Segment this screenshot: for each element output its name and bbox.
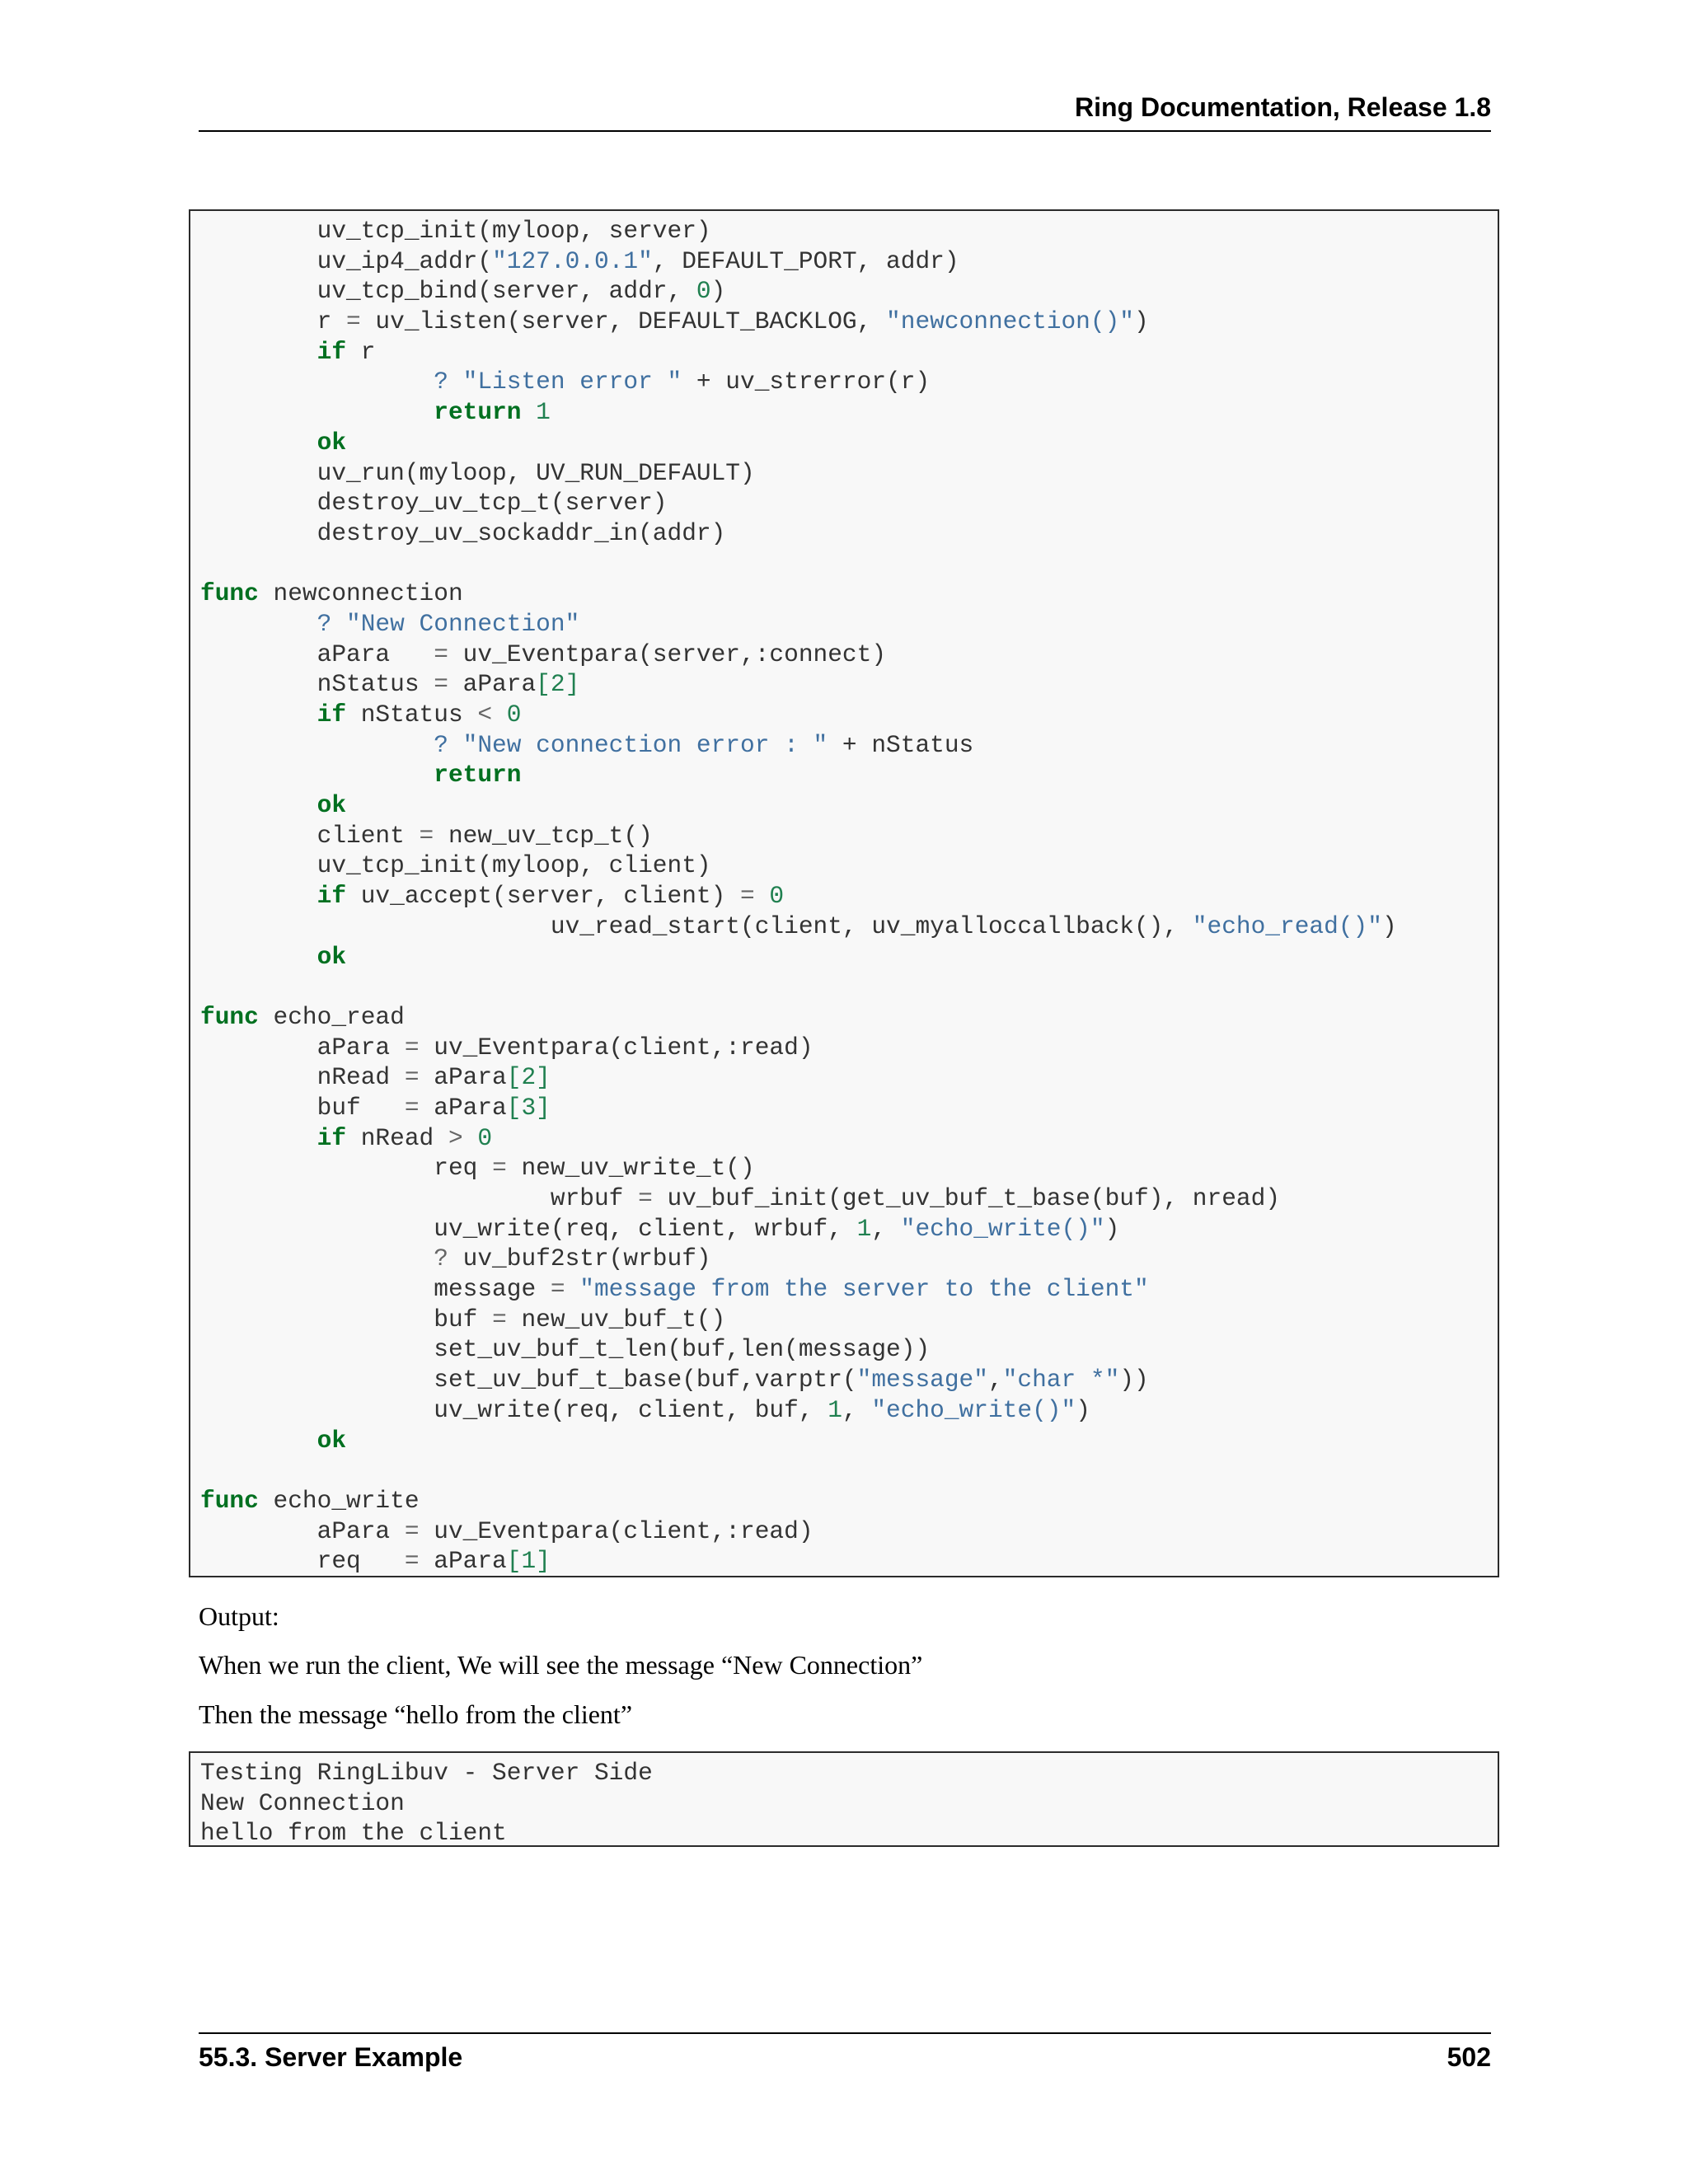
code-token: aPara	[200, 640, 434, 668]
header-divider	[199, 130, 1491, 132]
code-token: 0	[506, 701, 522, 729]
code-token: =	[404, 1033, 420, 1062]
code-token: ? "Listen error "	[434, 368, 682, 396]
output-line: New Connection	[200, 1788, 405, 1817]
code-token: aPara	[419, 1547, 507, 1576]
code-line	[200, 609, 1498, 640]
code-token: wrbuf	[200, 1184, 639, 1212]
code-token: client	[200, 821, 420, 850]
code-token	[200, 731, 434, 759]
code-token: aPara	[200, 1033, 405, 1062]
code-token: ? "New Connection"	[316, 609, 580, 638]
code-line	[200, 942, 1498, 972]
code-token: ,	[987, 1366, 1003, 1394]
code-token: nRead	[346, 1123, 448, 1152]
code-line	[200, 821, 1498, 851]
code-token: =	[346, 307, 361, 336]
code-token: ok	[316, 1426, 347, 1455]
code-token: ? "New connection error : "	[434, 730, 828, 759]
code-token: aPara	[448, 670, 537, 699]
code-token: buf	[200, 1093, 405, 1122]
code-token: r	[200, 307, 347, 336]
code-token: =	[740, 882, 755, 911]
code-token: ok	[316, 942, 347, 971]
code-token: nRead	[200, 1063, 405, 1092]
code-token: =	[434, 670, 448, 699]
code-token: ?	[434, 1244, 448, 1273]
code-token: uv_Eventpara(client,:read)	[419, 1516, 814, 1545]
code-line	[200, 1395, 1498, 1426]
code-token	[200, 882, 317, 910]
code-token	[200, 610, 317, 638]
code-token: + uv_strerror(r)	[682, 368, 931, 396]
code-token: >	[448, 1123, 463, 1152]
footer-divider	[199, 2032, 1491, 2034]
code-token: uv_run(myloop, UV_RUN_DEFAULT)	[200, 458, 755, 487]
code-line	[200, 1244, 1498, 1274]
code-token: uv_write(req, client, buf,	[200, 1395, 828, 1424]
code-token: "newconnection()"	[886, 307, 1134, 336]
code-line	[200, 307, 1498, 337]
code-token: )	[1134, 307, 1149, 336]
code-token: =	[404, 1516, 420, 1545]
code-token: "echo_read()"	[1192, 912, 1382, 940]
code-token	[200, 701, 317, 729]
code-token: uv_listen(server, DEFAULT_BACKLOG,	[360, 307, 887, 336]
code-line	[200, 851, 1498, 881]
code-token: 1	[856, 1214, 872, 1243]
code-line	[200, 1033, 1498, 1063]
code-token: nStatus	[200, 670, 434, 699]
code-token: uv_accept(server, client)	[346, 882, 741, 911]
code-token: uv_tcp_init(myloop, server)	[200, 217, 711, 245]
code-token: 0	[696, 277, 711, 306]
code-token	[200, 1427, 317, 1455]
code-line	[200, 579, 1498, 609]
code-token: 0	[477, 1123, 493, 1152]
code-token: =	[404, 1547, 420, 1576]
code-token: return	[434, 398, 522, 427]
output-label: Output:	[199, 1601, 279, 1631]
code-token	[200, 398, 434, 426]
code-line	[200, 488, 1498, 518]
code-token: if	[316, 701, 347, 729]
code-block	[189, 209, 1499, 1577]
code-token	[200, 791, 317, 819]
code-token: [1]	[506, 1547, 551, 1576]
code-token: return	[434, 761, 522, 790]
output-block	[189, 1751, 1499, 1847]
code-token: func	[200, 579, 259, 608]
code-token: new_uv_write_t()	[506, 1154, 755, 1183]
code-line	[200, 1305, 1498, 1335]
code-token: if	[316, 882, 347, 911]
code-line	[200, 1516, 1498, 1547]
code-token: message	[200, 1275, 551, 1304]
code-token: if	[316, 1123, 347, 1152]
code-token: ok	[316, 791, 347, 820]
code-line	[200, 790, 1498, 821]
code-token: [3]	[506, 1093, 551, 1122]
code-token: echo_write	[258, 1486, 420, 1515]
code-line	[200, 216, 1498, 246]
code-token: 1	[536, 398, 551, 427]
code-line	[200, 1365, 1498, 1395]
code-token: "char *"	[1002, 1366, 1120, 1394]
output-line: Testing RingLibuv - Server Side	[200, 1759, 653, 1787]
code-line	[200, 912, 1498, 942]
code-token: destroy_uv_sockaddr_in(addr)	[200, 518, 726, 547]
code-token	[200, 1244, 434, 1272]
code-token: =	[404, 1063, 420, 1092]
code-line	[200, 1183, 1498, 1214]
code-token: )	[1076, 1395, 1090, 1424]
code-token	[492, 701, 507, 729]
code-line	[200, 1002, 1498, 1033]
code-token	[565, 1275, 580, 1303]
code-line	[200, 730, 1498, 761]
code-line	[200, 549, 1498, 579]
code-token: , DEFAULT_PORT, addr)	[652, 246, 959, 275]
code-token: uv_buf_init(get_uv_buf_t_base(buf), nread)	[652, 1184, 1281, 1212]
output-line: hello from the client	[200, 1819, 507, 1847]
code-token: uv_buf2str(wrbuf)	[448, 1244, 711, 1273]
paragraph-new-connection: When we run the client, We will see the message “New Connection”	[199, 1650, 923, 1680]
code-token: uv_ip4_addr(	[200, 246, 493, 275]
code-token: req	[200, 1547, 405, 1576]
code-token: func	[200, 1486, 259, 1515]
code-token: echo_read	[258, 1002, 405, 1031]
code-token: uv_tcp_init(myloop, client)	[200, 851, 711, 880]
code-token: =	[550, 1275, 565, 1304]
code-token: 0	[769, 882, 785, 911]
code-token: =	[434, 640, 448, 668]
code-line	[200, 367, 1498, 397]
code-line	[200, 1214, 1498, 1244]
code-token: aPara	[200, 1516, 405, 1545]
code-token: =	[492, 1305, 507, 1333]
code-token: r	[346, 337, 376, 366]
code-token: )	[1381, 912, 1397, 940]
code-token: ,	[842, 1395, 872, 1424]
code-token: aPara	[419, 1063, 507, 1092]
code-token: )	[1104, 1214, 1120, 1243]
code-token	[200, 761, 434, 789]
code-line	[200, 760, 1498, 790]
code-token: "message from the server to the client"	[579, 1275, 1149, 1304]
code-line	[200, 700, 1498, 730]
code-token: nStatus	[346, 701, 478, 729]
code-token	[521, 398, 536, 426]
code-token: uv_Eventpara(server,:connect)	[448, 640, 887, 668]
code-token	[200, 429, 317, 457]
code-token: 1	[828, 1395, 842, 1424]
code-line	[200, 1153, 1498, 1183]
code-token: ))	[1119, 1366, 1149, 1394]
code-line	[200, 669, 1498, 700]
code-line	[200, 428, 1498, 458]
code-token	[200, 338, 317, 366]
code-line	[200, 246, 1498, 277]
code-line	[200, 1546, 1498, 1577]
code-token: aPara	[419, 1093, 507, 1122]
code-line	[200, 276, 1498, 307]
code-line	[200, 881, 1498, 912]
code-token: + nStatus	[828, 730, 974, 759]
code-token: func	[200, 1002, 259, 1031]
code-token: =	[404, 1093, 420, 1122]
code-token: set_uv_buf_t_len(buf,len(message))	[200, 1335, 931, 1364]
code-token: =	[492, 1154, 507, 1183]
code-token: [2]	[536, 670, 580, 699]
code-token: ,	[871, 1214, 901, 1243]
code-token: uv_Eventpara(client,:read)	[419, 1033, 814, 1062]
code-token: newconnection	[258, 579, 463, 608]
code-token	[755, 882, 770, 910]
code-token: "echo_write()"	[871, 1395, 1076, 1424]
code-line	[200, 1274, 1498, 1305]
page-header-title: Ring Documentation, Release 1.8	[1074, 92, 1491, 122]
code-token: if	[316, 337, 347, 366]
code-token: ok	[316, 428, 347, 457]
code-token: set_uv_buf_t_base(buf,varptr(	[200, 1366, 857, 1394]
code-line	[200, 1334, 1498, 1365]
code-line	[200, 1455, 1498, 1486]
code-token	[200, 1124, 317, 1152]
code-token: new_uv_buf_t()	[506, 1305, 726, 1333]
code-line	[200, 640, 1498, 670]
code-line	[200, 972, 1498, 1002]
paragraph-hello-message: Then the message “hello from the client”	[199, 1699, 633, 1729]
code-token: new_uv_tcp_t()	[434, 821, 653, 850]
code-line	[200, 1486, 1498, 1516]
code-token: buf	[200, 1305, 493, 1333]
code-line	[200, 518, 1498, 549]
code-token: =	[419, 821, 434, 850]
code-line	[200, 1062, 1498, 1093]
code-line	[200, 1426, 1498, 1456]
code-line	[200, 397, 1498, 428]
code-token: [2]	[506, 1063, 551, 1092]
code-token: <	[477, 701, 493, 729]
code-token: destroy_uv_tcp_t(server)	[200, 489, 668, 518]
code-token: uv_read_start(client, uv_myalloccallback(),	[200, 912, 1193, 940]
footer-section-title: 55.3. Server Example	[199, 2042, 463, 2072]
code-token	[200, 368, 434, 396]
code-token	[200, 943, 317, 971]
code-token	[463, 1124, 478, 1152]
code-token: =	[638, 1184, 653, 1212]
code-line	[200, 458, 1498, 489]
code-token: uv_write(req, client, wrbuf,	[200, 1214, 857, 1243]
code-token: "message"	[856, 1366, 988, 1394]
code-line	[200, 337, 1498, 368]
footer-page-number: 502	[1447, 2042, 1491, 2072]
code-line	[200, 1123, 1498, 1154]
code-token: uv_tcp_bind(server, addr,	[200, 277, 696, 306]
code-token: "127.0.0.1"	[492, 246, 653, 275]
code-line	[200, 1093, 1498, 1123]
code-token: "echo_write()"	[900, 1214, 1105, 1243]
code-token: req	[200, 1154, 493, 1183]
code-token: )	[710, 277, 726, 306]
